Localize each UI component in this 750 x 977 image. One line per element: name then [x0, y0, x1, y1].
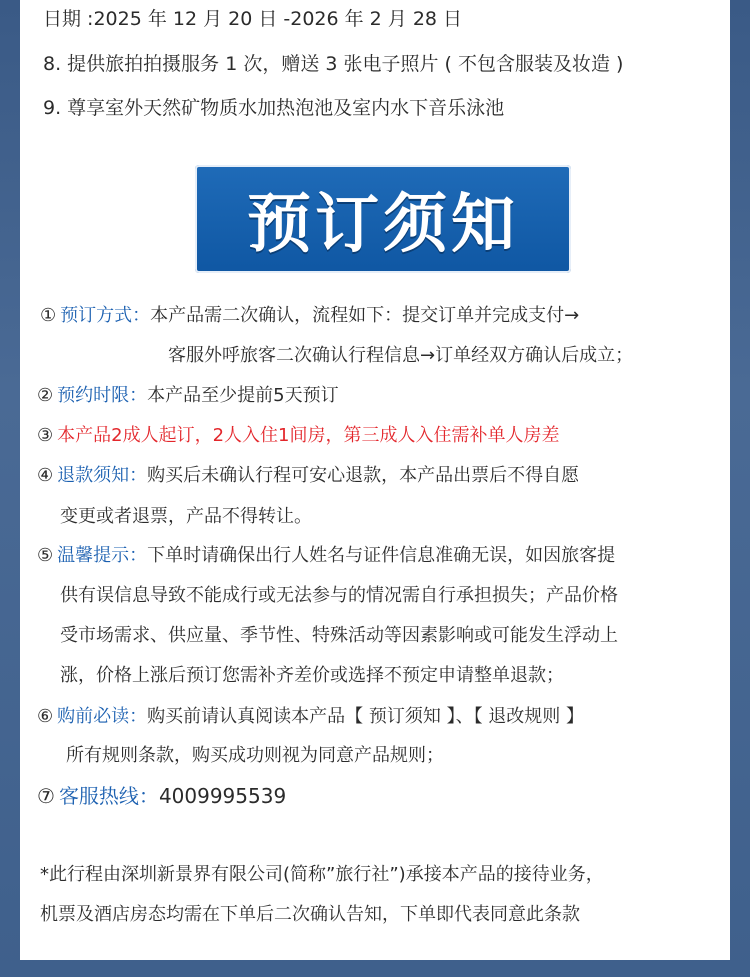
item-tips: [37, 543, 615, 569]
item-number: ⑥: [37, 706, 54, 727]
item-label: 购前必读：: [57, 706, 148, 727]
item-text: 本产品需二次确认，流程如下：提交订单并完成支付→: [150, 305, 580, 326]
item-hotline: [37, 783, 286, 809]
footer-note-1: *此行程由深圳新景界有限公司(简称”旅行社”)承接本产品的接待业务，: [40, 864, 604, 885]
item-number: ③: [37, 425, 54, 446]
item-label: 预订方式：: [60, 305, 151, 326]
item-number: ④: [37, 465, 54, 486]
item-label: 退款须知：: [57, 465, 148, 486]
item-refund-policy-cont: 变更或者退票，产品不得转让。: [60, 506, 312, 527]
benefit-8: 8. 提供旅拍拍摄服务 1 次，赠送 3 张电子照片 ( 不包含服装及妆造 ): [43, 53, 624, 75]
item-booking-method: [40, 303, 579, 329]
item-text: 下单时请确保出行人姓名与证件信息准确无误，如因旅客提: [147, 545, 616, 566]
item-must-read-cont: 所有规则条款，购买成功则视为同意产品规则；: [66, 745, 444, 766]
item-number: ⑦: [37, 784, 55, 808]
item-number: ②: [37, 385, 54, 406]
item-tips-cont-2: 受市场需求、供应量、季节性、特殊活动等因素影响或可能发生浮动上: [60, 625, 618, 646]
date-line: 日期 :2025 年 12 月 20 日 -2026 年 2 月 28 日: [43, 8, 463, 30]
item-booking-method-cont: 客服外呼旅客二次确认行程信息→订单经双方确认后成立；: [168, 345, 634, 366]
item-tips-cont-1: 供有误信息导致不能成行或无法参与的情况需自行承担损失；产品价格: [60, 585, 618, 606]
item-text: 本产品至少提前5天预订: [147, 385, 339, 406]
banner-title: 预订须知: [247, 188, 519, 262]
item-must-read: [37, 704, 584, 730]
item-label: 温馨提示：: [57, 545, 148, 566]
booking-notice-banner: [195, 165, 571, 273]
item-text-alert: 本产品2成人起订，2人入住1间房，第三成人入住需补单人房差: [57, 425, 560, 446]
item-text: 购买后未确认行程可安心退款，本产品出票后不得自愿: [147, 465, 580, 486]
hotline-number[interactable]: 4009995539: [158, 784, 287, 808]
benefit-9: 9. 尊享室外天然矿物质水加热泡池及室内水下音乐泳池: [43, 97, 505, 119]
item-label: 预约时限：: [57, 385, 148, 406]
item-label: 客服热线：: [58, 784, 159, 808]
item-refund-policy: [37, 463, 579, 489]
item-text: 购买前请认真阅读本产品【 预订须知 】、【 退改规则 】: [147, 706, 585, 727]
item-number: ①: [40, 305, 57, 326]
item-tips-cont-3: 涨，价格上涨后预订您需补齐差价或选择不预定申请整单退款；: [60, 665, 564, 686]
footer-note-2: 机票及酒店房态均需在下单后二次确认告知，下单即代表同意此条款: [40, 904, 580, 925]
item-booking-deadline: [37, 383, 339, 409]
item-number: ⑤: [37, 545, 54, 566]
item-occupancy-rule: [37, 423, 560, 449]
